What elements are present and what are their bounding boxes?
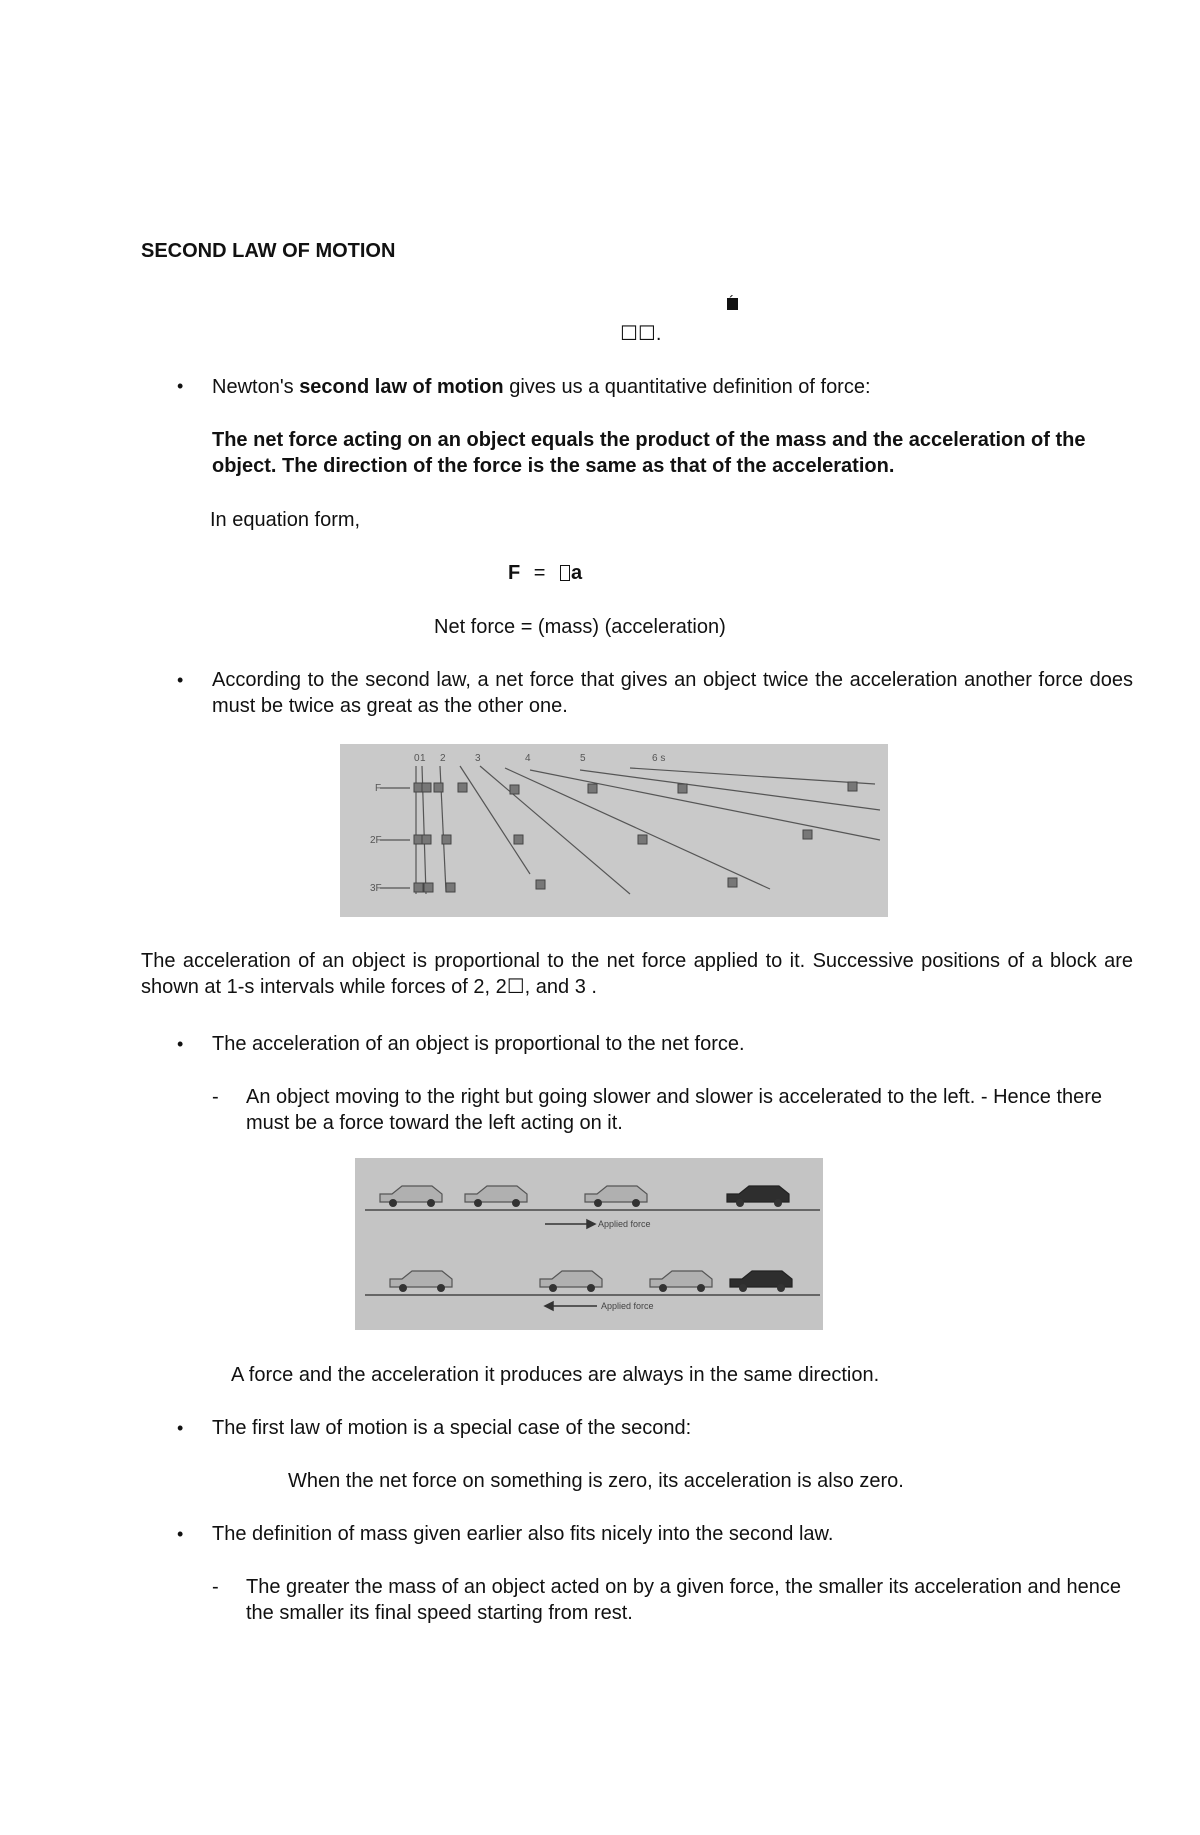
figure2-caption: A force and the acceleration it produces are always in the same direction. [231,1364,880,1386]
figure1-caption: The acceleration of an object is proportional to the net force applied to it. Successive positions of a block are shown at 1-s intervals while forces of 2, 2☐, and 3 . [141,950,1133,998]
bullet-icon: • [177,670,184,690]
dash-slowing-object: An object moving to the right but going slower and slower is accelerated to the left. - Hence there must be a force toward the left acting on it. [246,1086,1103,1134]
time-label-0: 0 [414,753,420,764]
garbled-line: ☐☐. [620,323,662,345]
first-law-note: When the net force on something is zero, its acceleration is also zero. [288,1470,904,1492]
time-label-2: 2 [440,753,446,764]
block-positions-diagram [340,744,888,917]
figure-block-positions [340,744,888,917]
dash-greater-mass: The greater the mass of an object acted on by a given force, the smaller its acceleration and hence the smaller its final speed starting from rest. [246,1576,1121,1624]
bullet-newton-second-law [212,374,1132,400]
law-statement: The net force acting on an object equals the product of the mass and the acceleration of the object. The direction of the force is the same as that of the acceleration. [212,429,1086,477]
row-label-f: F [375,783,382,794]
cars-diagram [355,1158,823,1330]
row-label-3f: 3F [370,883,382,894]
equation [508,560,582,586]
bullet-icon: • [177,376,184,396]
equation-intro: In equation form, [210,509,361,531]
applied-force-label-bottom: Applied force [601,1301,654,1311]
equation-equals: = [533,562,546,584]
dash-icon: - [212,1086,219,1108]
figure-cars [355,1158,823,1330]
bullet-twice-acceleration: According to the second law, a net force that gives an object twice the acceleration another force does must be twice as great as the other one. [212,669,1133,717]
bullet-proportional: The acceleration of an object is proportional to the net force. [212,1033,745,1055]
equation-words: Net force = (mass) (acceleration) [434,616,726,638]
time-label-1: 1 [420,753,426,764]
bullet-icon: • [177,1524,184,1544]
garbled-symbol-icon [727,298,738,310]
bullet-mass-definition: The definition of mass given earlier also fits nicely into the second law. [212,1523,834,1545]
bullet-icon: • [177,1034,184,1054]
missing-glyph-icon [560,565,570,581]
time-label-6: 6 s [652,753,666,764]
bullet1-bold: second law of motion [299,376,504,398]
applied-force-label-top: Applied force [598,1219,651,1229]
bullet-first-law-special-case: The first law of motion is a special case of the second: [212,1417,692,1439]
time-label-3: 3 [475,753,481,764]
row-label-2f: 2F [370,835,382,846]
bullet-icon: • [177,1418,184,1438]
page-title: SECOND LAW OF MOTION [141,240,396,262]
equation-rhs: a [571,562,583,584]
bullet1-pre: Newton's [212,376,300,398]
time-label-4: 4 [525,753,531,764]
time-label-5: 5 [580,753,586,764]
dash-icon: - [212,1576,219,1598]
bullet1-post: gives us a quantitative definition of force: [503,376,871,398]
equation-lhs: F [508,562,521,584]
